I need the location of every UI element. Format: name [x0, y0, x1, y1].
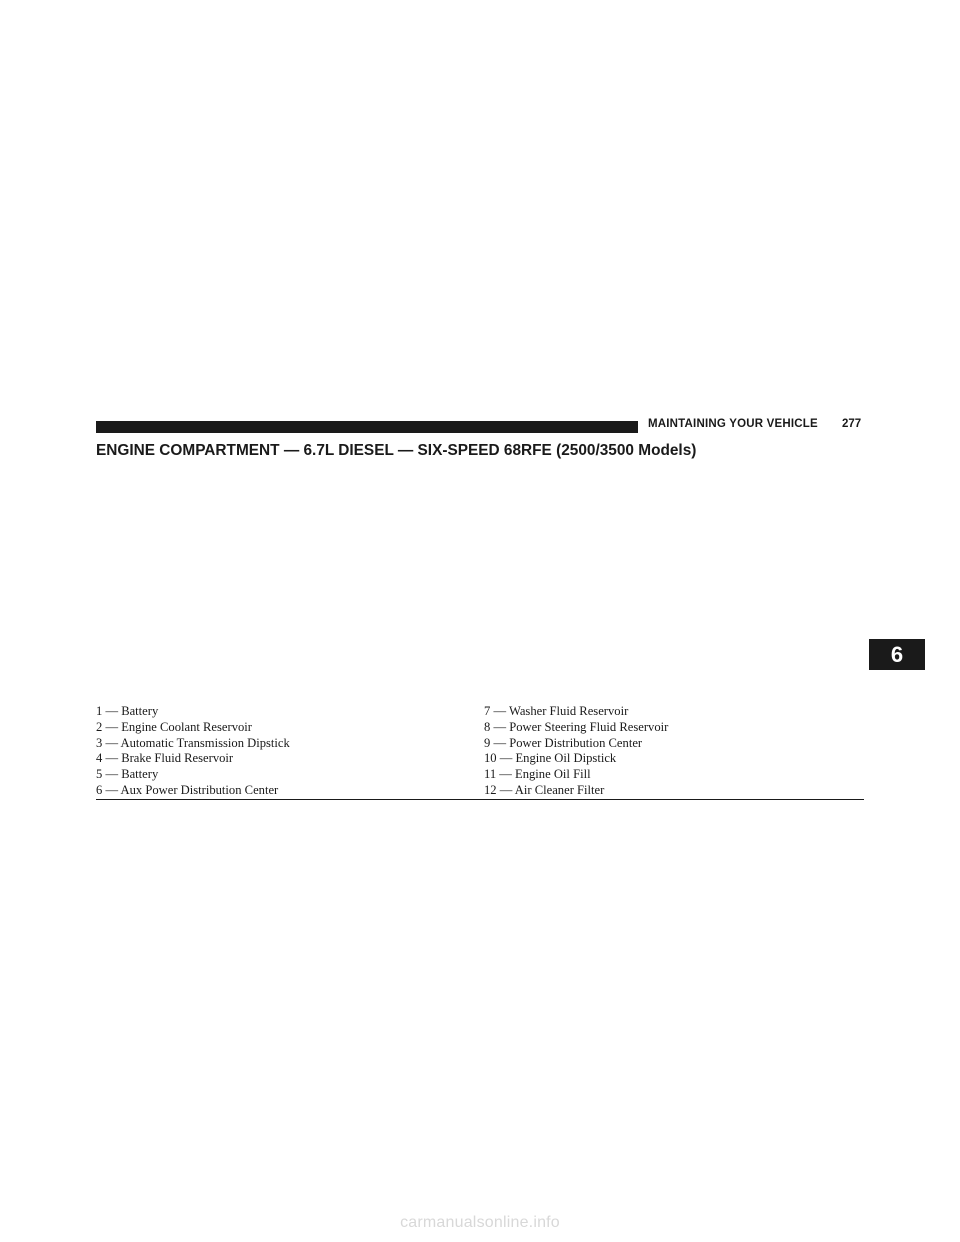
legend-item: 8 — Power Steering Fluid Reservoir	[484, 719, 669, 734]
legend-item: 11 — Engine Oil Fill	[484, 767, 591, 782]
legend-item: 3 — Automatic Transmission Dipstick	[96, 735, 290, 750]
legend-item: 12 — Air Cleaner Filter	[484, 782, 605, 797]
page-number: 277	[842, 418, 862, 430]
legend-item: 1 — Battery	[96, 704, 159, 718]
legend-column-left	[96, 704, 290, 799]
legend-column-right	[484, 704, 668, 799]
legend-item: 9 — Power Distribution Center	[484, 735, 643, 750]
legend-item: 2 — Engine Coolant Reservoir	[96, 719, 252, 734]
chapter-tab: 6	[869, 639, 925, 670]
legend-divider	[96, 799, 864, 800]
watermark: carmanualsonline.info	[400, 1214, 560, 1231]
legend-item: 7 — Washer Fluid Reservoir	[484, 704, 629, 718]
legend-item: 6 — Aux Power Distribution Center	[96, 782, 279, 797]
legend-item: 10 — Engine Oil Dipstick	[484, 751, 617, 766]
header-bar	[96, 421, 638, 433]
running-header-section: MAINTAINING YOUR VEHICLE	[648, 418, 818, 430]
engine-compartment-figure	[96, 470, 864, 698]
legend-item: 5 — Battery	[96, 767, 159, 782]
page-title: ENGINE COMPARTMENT — 6.7L DIESEL — SIX-SPEED 68RFE (2500/3500 Models)	[96, 442, 697, 459]
legend-item: 4 — Brake Fluid Reservoir	[96, 751, 234, 766]
